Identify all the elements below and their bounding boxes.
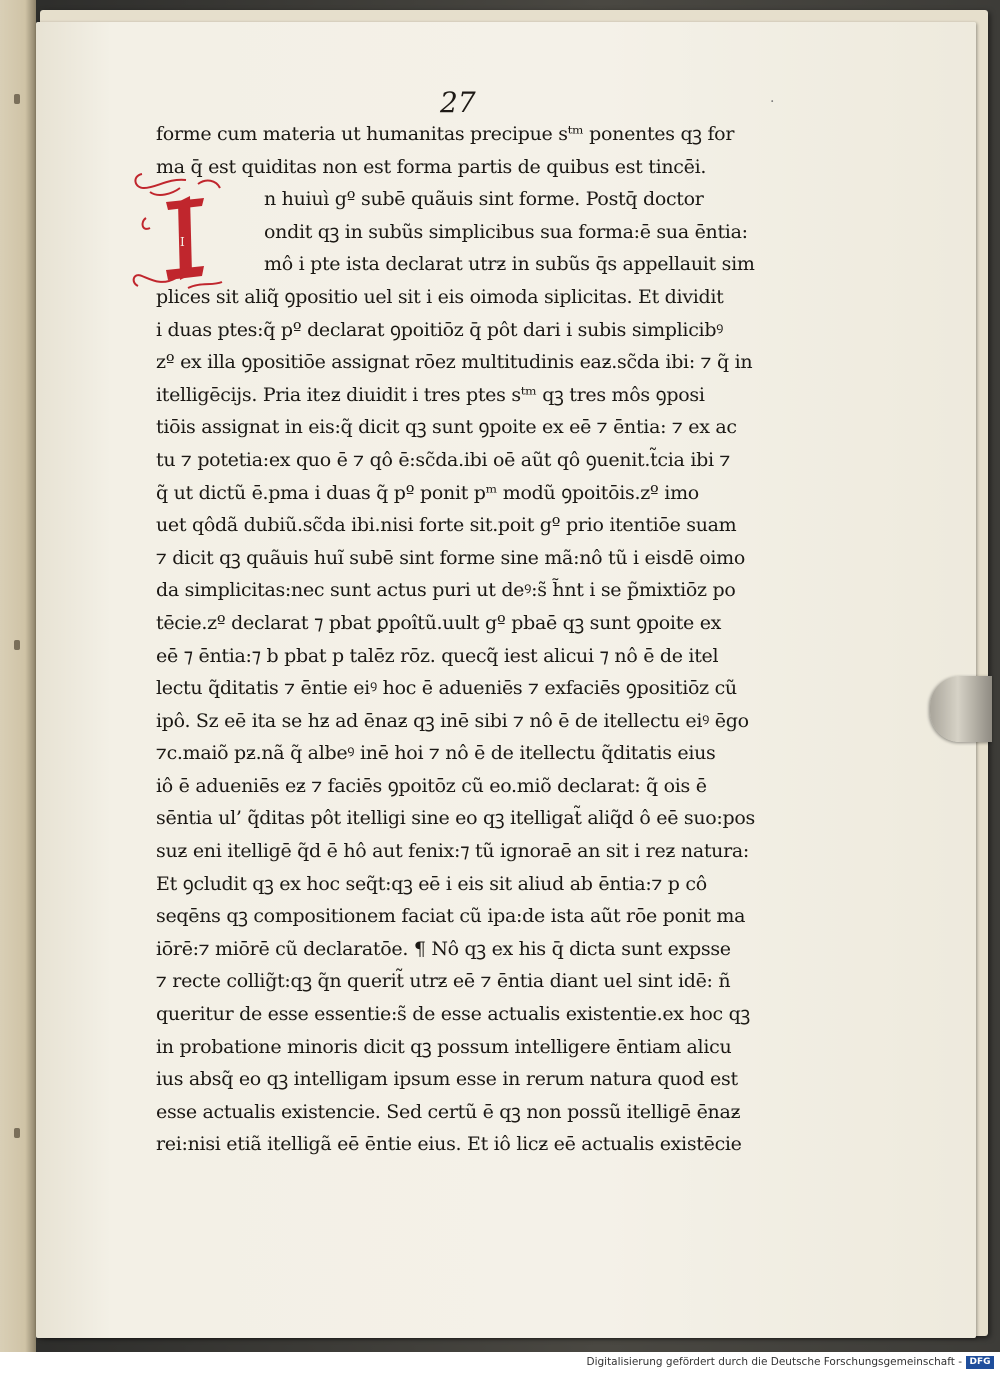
text-line: da simplicitas:nec sunt actus puri ut deꝰ:s̃ h̃nt i se p̃mixtiōz po: [156, 579, 736, 602]
text-line: ius absq̃ eo qꝫ intelligam ipsum esse in rerum natura quod est: [156, 1068, 738, 1091]
text-line: suƶ eni itelligē q̃d ē hô aut fenix:⁊ tũ ignoraē an sit i reƶ natura:: [156, 840, 750, 863]
footer-bar: [0, 1352, 1000, 1374]
dfg-logo: DFG: [966, 1356, 994, 1369]
text-line: ipô. Sz eē ita se hƶ ad ēnaƶ qꝫ inē sibi ⁊ nô ē de itellectu eiꝰ ēgo: [156, 709, 749, 732]
text-line: ⁊ dicit qꝫ quãuis huĩ subē sint forme sine mã:nô tũ i eisdē oimo: [156, 546, 746, 569]
page-clip-tab: [930, 676, 992, 742]
text-line: rei:nisi etiã itelligã eē ēntie eius. Et iô licƶ eē actualis existēcie: [156, 1133, 742, 1156]
binding-mark: [14, 94, 20, 104]
text-line: n huiuì gº subē quãuis sint forme. Postq̄ doctor: [264, 188, 704, 211]
text-line: forme cum materia ut humanitas precipue sᵗᵐ ponentes qꝫ for: [156, 123, 735, 145]
adjacent-book-edge: [0, 0, 36, 1352]
text-line: iô ē adueniēs eƶ ⁊ faciēs ꝯpoitōz cũ eo.miõ declarat: q̃ ois ē: [156, 774, 707, 797]
text-line: mô i pte ista declarat utrƶ in subũs q̄s appellauit sim: [264, 253, 755, 276]
text-line: sēntia ul’ q̃ditas pôt itelligi sine eo qꝫ itelligat̃ aliq̃d ô eē suo:pos: [156, 807, 755, 830]
book-page: [36, 22, 976, 1338]
text-column: [156, 118, 816, 1161]
text-line: ondit qꝫ in subũs simplicibus sua forma:ē sua ēntia:: [264, 220, 748, 243]
text-line: tēcie.zº declarat ⁊ pbat ꝑpoîtũ.uult gº pbaē qꝫ sunt ꝯpoite ex: [156, 611, 722, 634]
text-line: tu ⁊ potetia:ex quo ē ⁊ qô ē:sc̃da.ibi oē aũt qô ꝯuenit.t̃cia ibi ⁊: [156, 448, 731, 471]
svg-text:I: I: [180, 235, 185, 249]
text-line: i duas ptes:q̃ pº declarat ꝯpoitiōz q̄ pôt dari i subis simplicibꝰ: [156, 318, 724, 341]
binding-mark: [14, 640, 20, 650]
funding-credit: Digitalisierung gefördert durch die Deutsche Forschungsgemeinschaft -: [586, 1356, 962, 1368]
corner-mark: ·: [770, 94, 775, 110]
text-line: zº ex illa ꝯpositiōe assignat rōez multitudinis eaƶ.sc̃da ibi: ⁊ q̃ in: [156, 351, 753, 374]
text-line: seqēns qꝫ compositionem faciat cũ ipa:de ista aũt rōe ponit ma: [156, 905, 746, 928]
text-line: ⁊ recte collig̃t:qꝫ q̃n querit̃ utrƶ eē ⁊ ēntia diant uel sint idē: ñ: [156, 970, 731, 993]
text-line: queritur de esse essentie:s̃ de esse actualis existentie.ex hoc qꝫ: [156, 1003, 750, 1026]
text-line: ⁊c.maiõ pƶ.nã q̃ albeꝰ inē hoi ⁊ nô ē de itellectu q̃ditatis eius: [156, 742, 716, 765]
text-line: eē ⁊ ēntia:⁊ b pbat p talēz rōz. quecq̃ iest alicui ⁊ nô ē de itel: [156, 644, 719, 667]
text-line: iōrē:⁊ miōrē cũ declaratōe. ¶ Nô qꝫ ex his q̄ dicta sunt expsse: [156, 937, 731, 960]
text-line: in probatione minoris dicit qꝫ possum intelligere ēntiam alicu: [156, 1035, 732, 1058]
text-line: lectu q̃ditatis ⁊ ēntie eiꝰ hoc ē adueniēs ⁊ exfaciēs ꝯpositiōz cũ: [156, 677, 737, 700]
text-line: itelligēcijs. Pria iteƶ diuidit i tres ptes sᵗᵐ qꝫ tres môs ꝯposi: [156, 383, 705, 406]
text-line: q̃ ut dictũ ē.pma i duas q̃ pº ponit pᵐ modũ ꝯpoitōis.zº imo: [156, 481, 699, 504]
text-line: esse actualis existencie. Sed certũ ē qꝫ non possũ itelligē ēnaƶ: [156, 1100, 741, 1123]
text-line: uet qôdã dubiũ.sc̃da ibi.nisi forte sit.poit gº prio itentiōe suam: [156, 514, 737, 537]
text-line: tiōis assignat in eis:q̃ dicit qꝫ sunt ꝯpoite ex eē ⁊ ēntia: ⁊ ex ac: [156, 416, 737, 439]
folio-number: 27: [440, 86, 476, 119]
binding-mark: [14, 1128, 20, 1138]
text-line: Et ꝯcludit qꝫ ex hoc seq̃t:qꝫ eē i eis sit aliud ab ēntia:⁊ p cô: [156, 872, 707, 895]
text-line: ma q̄ est quiditas non est forma partis de quibus est tincēi.: [156, 155, 707, 178]
text-line: plices sit aliq̃ ꝯpositio uel sit i eis oimoda siplicitas. Et dividit: [156, 285, 724, 308]
